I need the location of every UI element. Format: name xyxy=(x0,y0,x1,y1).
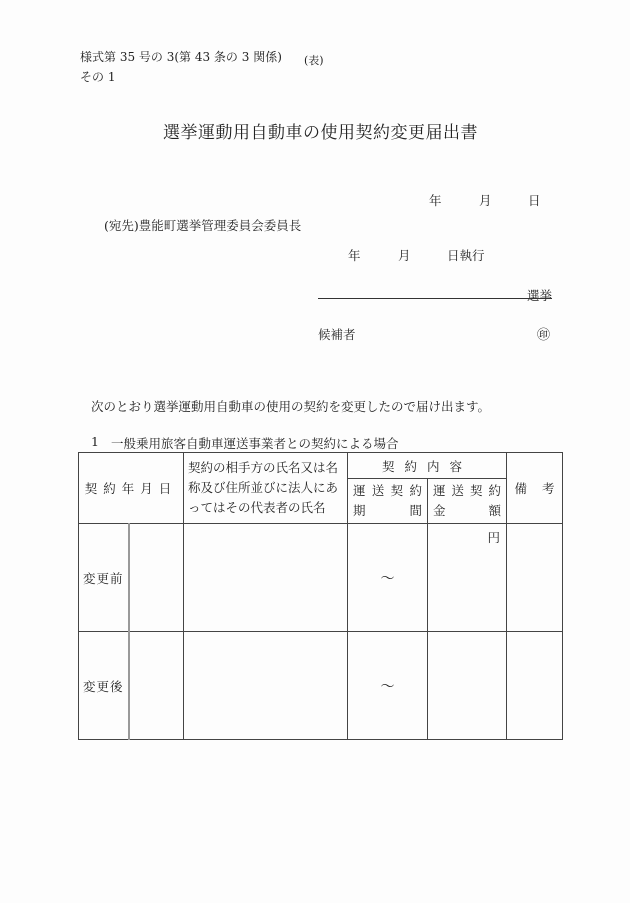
remarks-char-2: 考 xyxy=(542,481,555,496)
row-label-after: 変更後 xyxy=(79,632,129,740)
remarks-char-1: 備 xyxy=(514,481,528,496)
period-char: 契 xyxy=(390,483,404,498)
transport-period-field-after[interactable]: ～ xyxy=(348,632,428,740)
contract-party-field-after[interactable] xyxy=(184,632,348,740)
period-char: 間 xyxy=(409,503,423,518)
amount-char: 運 xyxy=(433,483,446,498)
election-name-underline xyxy=(318,298,552,299)
contract-date-field-after[interactable] xyxy=(129,632,184,740)
election-month-label: 月 xyxy=(398,248,411,263)
statement: 次のとおり選挙運動用自動車の使用の契約を変更したので届け出ます。 xyxy=(91,399,491,414)
period-char: 期 xyxy=(353,503,366,518)
form-sub-number: その 1 xyxy=(80,70,116,84)
transport-period-field-before[interactable]: ～ xyxy=(348,524,428,632)
table-row-after-change xyxy=(79,632,563,740)
election-day-label: 日執行 xyxy=(447,248,485,263)
transport-amount-field-after[interactable] xyxy=(428,632,507,740)
election-label: 選挙 xyxy=(527,288,553,303)
header-transport-amount xyxy=(428,479,507,524)
header-transport-period xyxy=(348,479,428,524)
header-contract-party: 契約の相手方の氏名又は名称及び住所並びに法人にあってはその代表者の氏名 xyxy=(184,453,348,524)
period-char: 送 xyxy=(371,483,385,498)
contract-date-field-before[interactable] xyxy=(129,524,184,632)
submission-day-label: 日 xyxy=(528,193,541,208)
row-label-before: 変更前 xyxy=(79,524,129,632)
candidate-label: 候補者 xyxy=(318,327,356,342)
table-row-before-change xyxy=(79,524,563,632)
amount-char: 送 xyxy=(451,483,465,498)
header-contract-content: 契約内容 xyxy=(348,453,507,479)
section-title: 一般乗用旅客自動車運送事業者との契約による場合 xyxy=(111,436,399,451)
document-title: 選挙運動用自動車の使用契約変更届出書 xyxy=(163,123,478,143)
submission-month-label: 月 xyxy=(479,193,492,208)
amount-char: 金 xyxy=(433,503,446,518)
remarks-field-before[interactable] xyxy=(507,524,563,632)
contract-change-table xyxy=(78,452,563,740)
period-char: 約 xyxy=(409,483,423,498)
form-number: 様式第 35 号の 3(第 43 条の 3 関係) xyxy=(80,50,282,64)
submission-year-label: 年 xyxy=(429,193,442,208)
form-side-label: (表) xyxy=(304,54,324,67)
amount-char: 契 xyxy=(470,483,483,498)
addressee: (宛先)豊能町選挙管理委員会委員長 xyxy=(104,218,302,233)
header-remarks xyxy=(507,453,563,524)
amount-char: 額 xyxy=(488,503,502,518)
transport-amount-field-before[interactable]: 円 xyxy=(428,524,507,632)
election-year-label: 年 xyxy=(348,248,361,263)
section-number: 1 xyxy=(91,434,99,449)
remarks-field-after[interactable] xyxy=(507,632,563,740)
header-contract-date: 契約年月日 xyxy=(79,453,184,524)
seal-icon: ㊞ xyxy=(537,328,551,343)
period-char: 運 xyxy=(353,483,366,498)
amount-char: 約 xyxy=(488,483,502,498)
contract-party-field-before[interactable] xyxy=(184,524,348,632)
